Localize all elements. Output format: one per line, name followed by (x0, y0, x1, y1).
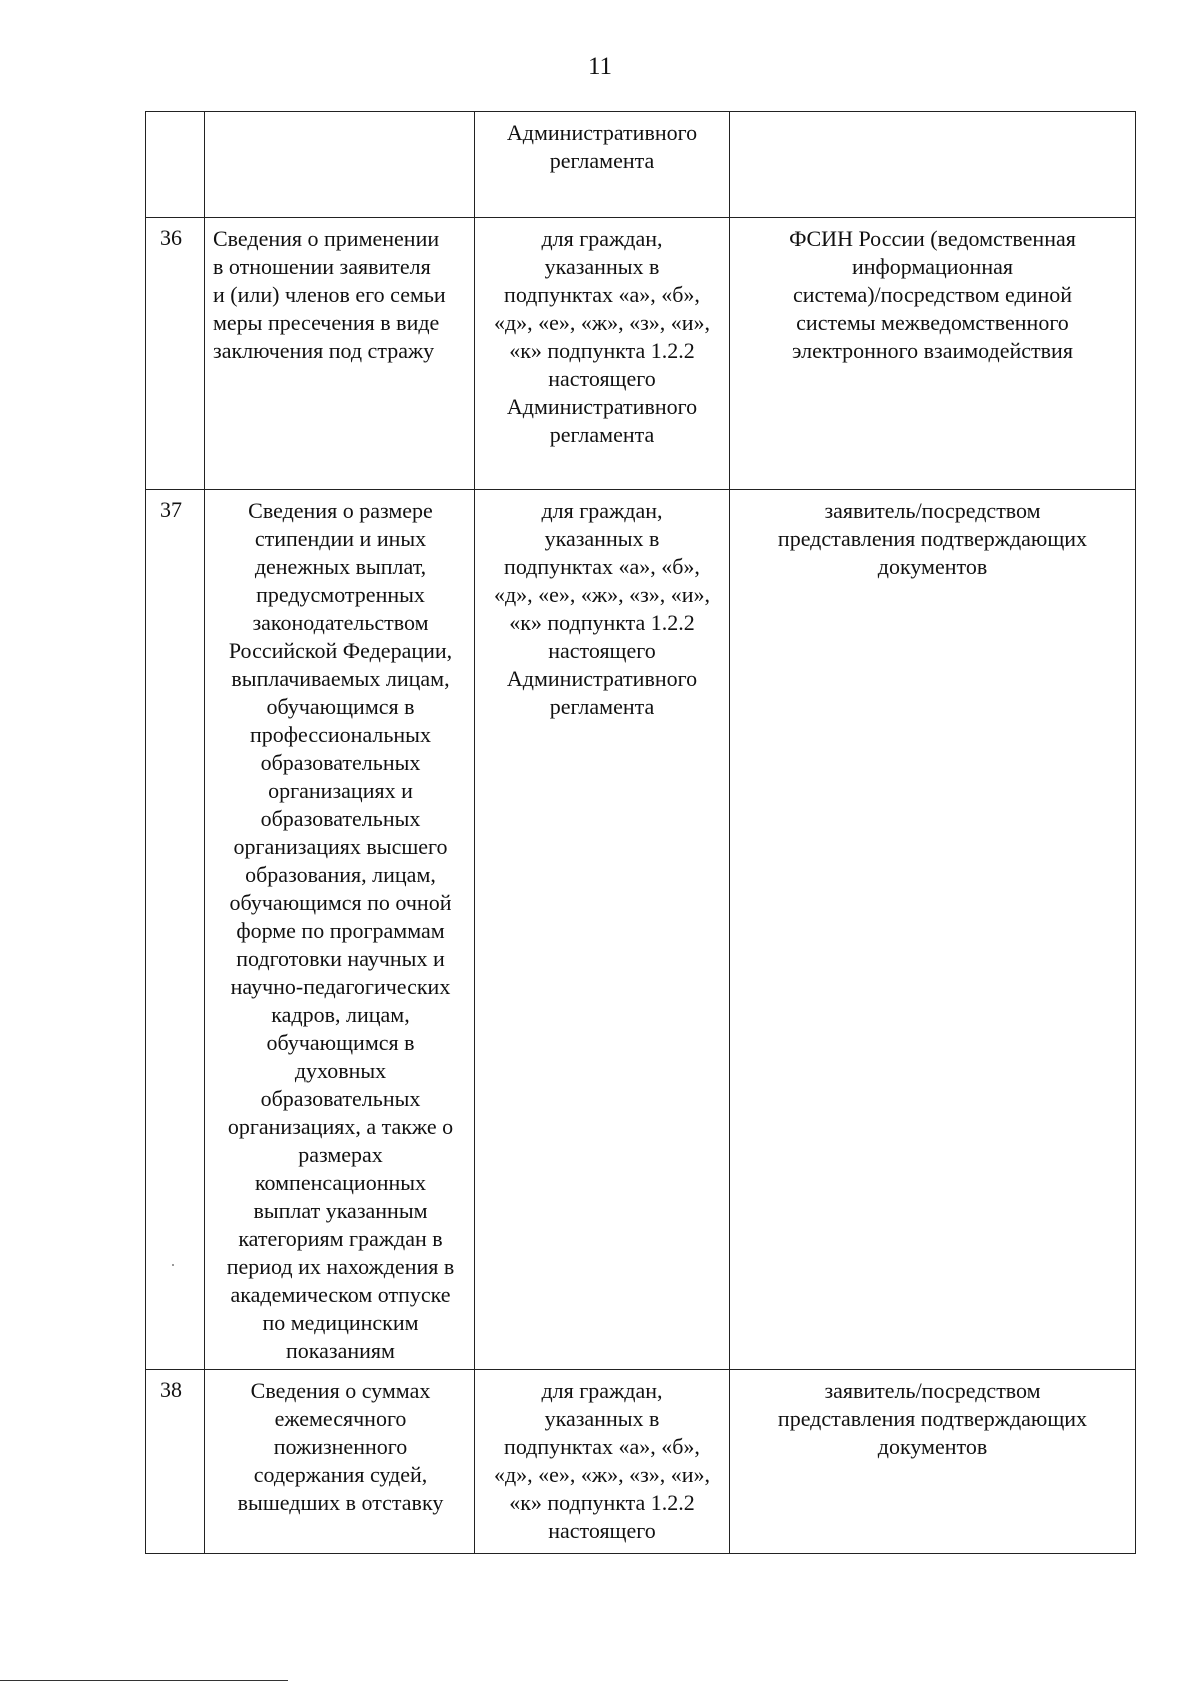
description-line: выплачиваемых лицам, (231, 666, 450, 691)
description-line: образовательных (260, 1086, 421, 1111)
applicants-cell (475, 490, 730, 1370)
source-line: заявитель/посредством (824, 1378, 1041, 1403)
description-line: Сведения о суммах (250, 1378, 431, 1403)
applicants-line: указанных в (544, 526, 660, 551)
row-number-cell: 38 (146, 1370, 205, 1554)
description-line: пожизненного (273, 1434, 408, 1459)
description-line: образования, лицам, (245, 862, 436, 887)
description-line: по медицинским (262, 1310, 419, 1335)
applicants-cell (475, 112, 730, 218)
description-line: кадров, лицам, (271, 1002, 410, 1027)
applicants-line: для граждан, (541, 1378, 663, 1403)
applicants-line: «к» подпункта 1.2.2 (509, 1490, 695, 1515)
description-line: обучающимся в (266, 1030, 415, 1055)
row-number-cell: 37 (146, 490, 205, 1370)
source-cell (730, 112, 1136, 218)
applicants-line: настоящего (548, 366, 656, 391)
documents-table (145, 111, 1136, 1554)
source-line: информационная (852, 254, 1013, 279)
applicants-line: для граждан, (541, 226, 663, 251)
applicants-line: настоящего (548, 1518, 656, 1543)
applicants-line: подпунктах «а», «б», (504, 1434, 700, 1459)
row-number-cell (146, 112, 205, 218)
footnote-rule (0, 1680, 288, 1681)
applicants-line: Административного (506, 394, 698, 419)
description-line: Сведения о применении (213, 226, 440, 251)
applicants-line: «д», «е», «ж», «з», «и», (493, 582, 711, 607)
description-line: законодательством (252, 610, 429, 635)
source-line: заявитель/посредством (824, 498, 1041, 523)
description-cell (205, 218, 475, 490)
applicants-line: Административного (506, 666, 698, 691)
description-line: образовательных (260, 750, 421, 775)
description-cell (205, 1370, 475, 1554)
applicants-line: указанных в (544, 254, 660, 279)
row-number-cell: 36 (146, 218, 205, 490)
applicants-line: настоящего (548, 638, 656, 663)
description-line: и (или) членов его семьи (213, 282, 446, 307)
source-cell (730, 1370, 1136, 1554)
applicants-cell (475, 1370, 730, 1554)
description-line: Российской Федерации, (228, 638, 453, 663)
description-line: организациях и (268, 778, 413, 803)
description-line: денежных выплат, (254, 554, 427, 579)
scan-speck (172, 1264, 174, 1266)
description-line: Сведения о размере (248, 498, 433, 523)
source-line: документов (877, 554, 988, 579)
applicants-line: регламента (549, 694, 655, 719)
description-line: предусмотренных (256, 582, 425, 607)
description-cell (205, 112, 475, 218)
description-line: размерах (298, 1142, 383, 1167)
description-line: выплат указанным (253, 1198, 428, 1223)
description-line: в отношении заявителя (213, 254, 431, 279)
description-line: содержания судей, (253, 1462, 428, 1487)
description-line: компенсационных (254, 1170, 427, 1195)
applicants-cell (475, 218, 730, 490)
applicants-line: регламента (549, 422, 655, 447)
applicants-line: «к» подпункта 1.2.2 (509, 338, 695, 363)
description-line: вышедших в отставку (237, 1490, 444, 1515)
description-line: научно-педагогических (230, 974, 451, 999)
source-line: электронного взаимодействия (792, 338, 1073, 363)
description-line: показаниям (286, 1338, 395, 1363)
applicants-line: указанных в (544, 1406, 660, 1431)
source-line: система)/посредством единой (792, 282, 1073, 307)
applicants-line: «к» подпункта 1.2.2 (509, 610, 695, 635)
table-row-continuation (146, 112, 1136, 218)
source-line: документов (877, 1434, 988, 1459)
source-line: представления подтверждающих (777, 526, 1088, 551)
applicants-line: подпунктах «а», «б», (504, 282, 700, 307)
applicants-line: подпунктах «а», «б», (504, 554, 700, 579)
description-line: подготовки научных и (236, 946, 445, 971)
description-line: стипендии и иных (254, 526, 427, 551)
source-line: системы межведомственного (796, 310, 1069, 335)
source-line: представления подтверждающих (777, 1406, 1088, 1431)
table-row-37 (146, 490, 1136, 1370)
applicants-line: «д», «е», «ж», «з», «и», (493, 1462, 711, 1487)
description-line: категориям граждан в (238, 1226, 443, 1251)
source-line: ФСИН России (ведомственная (789, 226, 1076, 251)
applicants-line: для граждан, (541, 498, 663, 523)
source-cell (730, 218, 1136, 490)
description-line: организациях высшего (233, 834, 448, 859)
description-cell (205, 490, 475, 1370)
description-line: образовательных (260, 806, 421, 831)
description-line: духовных (294, 1058, 387, 1083)
applicants-line: Административного (506, 120, 698, 145)
description-line: форме по программам (236, 918, 445, 943)
source-cell (730, 490, 1136, 1370)
description-line: меры пресечения в виде (213, 310, 440, 335)
description-line: ежемесячного (274, 1406, 407, 1431)
description-line: профессиональных (250, 722, 431, 747)
page-number: 11 (587, 53, 613, 80)
description-line: обучающимся в (266, 694, 415, 719)
table-row-36 (146, 218, 1136, 490)
description-line: период их нахождения в (226, 1254, 455, 1279)
table-body (146, 112, 1136, 1554)
description-line: организациях, а также о (227, 1114, 454, 1139)
applicants-line: «д», «е», «ж», «з», «и», (493, 310, 711, 335)
applicants-line: регламента (549, 148, 655, 173)
table-row-38 (146, 1370, 1136, 1554)
description-line: заключения под стражу (213, 338, 435, 363)
description-line: академическом отпуске (230, 1282, 451, 1307)
description-line: обучающимся по очной (229, 890, 452, 915)
